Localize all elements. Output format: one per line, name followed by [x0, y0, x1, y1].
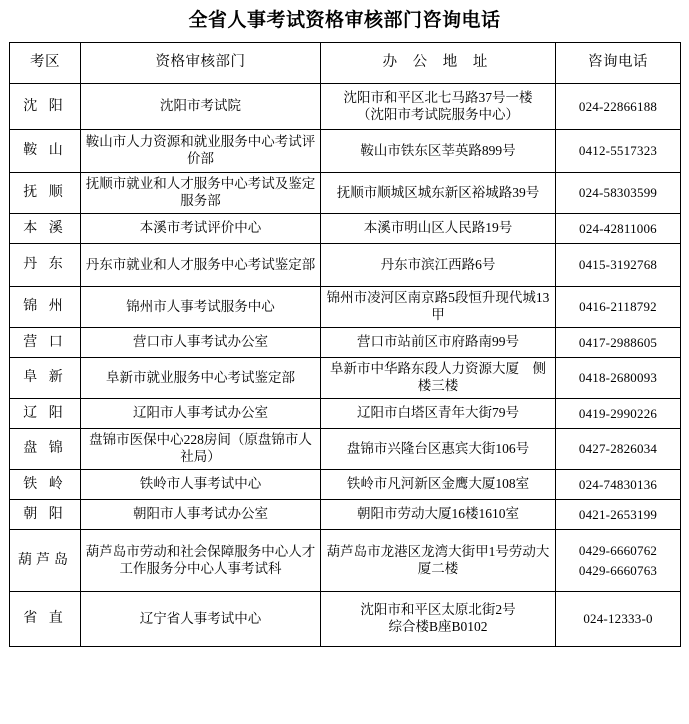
cell-department: 辽阳市人事考试办公室 — [81, 399, 321, 429]
column-header-department: 资格审核部门 — [81, 43, 321, 84]
address-line-1: 丹东市滨江西路6号 — [380, 256, 496, 272]
cell-phone — [556, 429, 681, 470]
cell-address — [321, 328, 556, 358]
cell-region: 辽 阳 — [10, 399, 81, 429]
table-header — [10, 43, 681, 84]
address-line-1: 葫芦岛市龙港区龙湾大街甲1号劳动大厦二楼 — [326, 543, 550, 576]
address-line-1: 鞍山市铁东区莘英路899号 — [360, 142, 516, 158]
cell-region: 盘 锦 — [10, 429, 81, 470]
table-row — [10, 328, 681, 358]
cell-department: 营口市人事考试办公室 — [81, 328, 321, 358]
cell-phone — [556, 173, 681, 214]
cell-address — [321, 470, 556, 500]
address-line-1: 锦州市凌河区南京路5段恒升现代城13甲 — [326, 290, 550, 322]
phone-number: 0412-5517323 — [578, 143, 658, 159]
phone-number: 0415-3192768 — [578, 257, 658, 273]
table-row — [10, 214, 681, 244]
phone-number: 0427-2826034 — [578, 441, 658, 457]
cell-department: 朝阳市人事考试办公室 — [81, 500, 321, 530]
cell-region: 丹 东 — [10, 244, 81, 287]
table-row — [10, 287, 681, 328]
cell-region: 省 直 — [10, 592, 81, 647]
cell-phone — [556, 328, 681, 358]
address-line-1: 铁岭市凡河新区金鹰大厦108室 — [346, 476, 530, 492]
phone-number: 024-58303599 — [578, 185, 658, 201]
cell-department: 铁岭市人事考试中心 — [81, 470, 321, 500]
cell-phone — [556, 399, 681, 429]
table-row — [10, 470, 681, 500]
cell-department: 阜新市就业服务中心考试鉴定部 — [81, 358, 321, 399]
cell-address — [321, 530, 556, 592]
cell-address — [321, 399, 556, 429]
table-body — [10, 84, 681, 647]
cell-address — [321, 500, 556, 530]
phone-number: 0416-2118792 — [579, 299, 657, 315]
table-row — [10, 173, 681, 214]
cell-region: 铁 岭 — [10, 470, 81, 500]
table-row — [10, 429, 681, 470]
column-header-region: 考区 — [10, 43, 81, 84]
page-title: 全省人事考试资格审核部门咨询电话 — [188, 10, 501, 31]
cell-phone — [556, 358, 681, 399]
phone-number: 0421-2653199 — [578, 506, 658, 522]
cell-address — [321, 592, 556, 647]
address-line-1: 本溪市明山区人民路19号 — [363, 220, 513, 236]
phone-number: 0429-6660762 — [578, 543, 658, 558]
cell-phone — [556, 500, 681, 530]
cell-department: 辽宁省人事考试中心 — [81, 592, 321, 647]
table-row — [10, 592, 681, 647]
address-line-1: 盘锦市兴隆台区惠宾大街106号 — [346, 440, 530, 456]
address-line-2: （沈阳市考试院服务中心） — [357, 106, 519, 122]
cell-region: 葫芦岛 — [10, 530, 81, 592]
cell-address — [321, 214, 556, 244]
phone-number: 0419-2990226 — [578, 405, 658, 421]
cell-phone — [556, 84, 681, 130]
address-line-1: 营口市站前区市府路南99号 — [357, 334, 519, 350]
table-row — [10, 244, 681, 287]
address-line-1: 沈阳市和平区太原北街2号 — [360, 602, 516, 618]
phone-number: 024-42811006 — [579, 220, 657, 236]
table-row — [10, 358, 681, 399]
table-row — [10, 84, 681, 130]
table-row — [10, 530, 681, 592]
column-header-phone: 咨询电话 — [556, 43, 681, 84]
cell-department: 本溪市考试评价中心 — [81, 214, 321, 244]
cell-address — [321, 358, 556, 399]
cell-address — [321, 429, 556, 470]
cell-region: 本 溪 — [10, 214, 81, 244]
address-line-1: 抚顺市顺城区城东新区裕城路39号 — [336, 184, 540, 200]
table-header-row — [10, 43, 681, 84]
cell-department: 盘锦市医保中心228房间（原盘锦市人社局） — [81, 429, 321, 470]
cell-phone — [556, 214, 681, 244]
cell-department: 丹东市就业和人才服务中心考试鉴定部 — [81, 244, 321, 287]
cell-phone — [556, 470, 681, 500]
cell-phone — [556, 244, 681, 287]
table-row — [10, 130, 681, 173]
column-header-address: 办 公 地 址 — [321, 43, 556, 84]
cell-phone — [556, 130, 681, 173]
table-row — [10, 399, 681, 429]
address-line-1: 阜新市中华路东段人力资源大厦 侧楼三楼 — [330, 361, 546, 393]
address-line-1: 辽阳市白塔区青年大街79号 — [357, 405, 519, 421]
cell-region: 沈 阳 — [10, 84, 81, 130]
phone-number: 024-74830136 — [578, 476, 658, 492]
cell-region: 朝 阳 — [10, 500, 81, 530]
cell-region: 锦 州 — [10, 287, 81, 328]
phone-number: 024-12333-0 — [583, 611, 653, 627]
cell-department: 沈阳市考试院 — [81, 84, 321, 130]
cell-department: 葫芦岛市劳动和社会保障服务中心人才工作服务分中心人事考试科 — [81, 530, 321, 592]
phone-number: 0417-2988605 — [578, 334, 658, 350]
cell-phone — [556, 287, 681, 328]
cell-address — [321, 173, 556, 214]
phone-number: 0418-2680093 — [578, 370, 658, 386]
phone-number: 024-22866188 — [578, 98, 658, 114]
cell-department: 抚顺市就业和人才服务中心考试及鉴定服务部 — [81, 173, 321, 214]
cell-address — [321, 244, 556, 287]
cell-address — [321, 84, 556, 130]
cell-department: 鞍山市人力资源和就业服务中心考试评价部 — [81, 130, 321, 173]
cell-address — [321, 287, 556, 328]
table-row — [10, 500, 681, 530]
address-line-1: 朝阳市劳动大厦16楼1610室 — [357, 506, 519, 522]
cell-address — [321, 130, 556, 173]
cell-region: 阜 新 — [10, 358, 81, 399]
table-container — [0, 42, 689, 647]
cell-phone — [556, 530, 681, 592]
cell-region: 抚 顺 — [10, 173, 81, 214]
cell-phone — [556, 592, 681, 647]
address-line-1: 沈阳市和平区北七马路37号一楼 — [343, 89, 533, 105]
cell-region: 营 口 — [10, 328, 81, 358]
cell-department: 锦州市人事考试服务中心 — [81, 287, 321, 328]
phone-number-secondary: 0429-6660763 — [578, 562, 658, 578]
cell-region: 鞍 山 — [10, 130, 81, 173]
contact-table — [9, 42, 681, 647]
address-line-2: 综合楼B座B0102 — [388, 619, 488, 634]
